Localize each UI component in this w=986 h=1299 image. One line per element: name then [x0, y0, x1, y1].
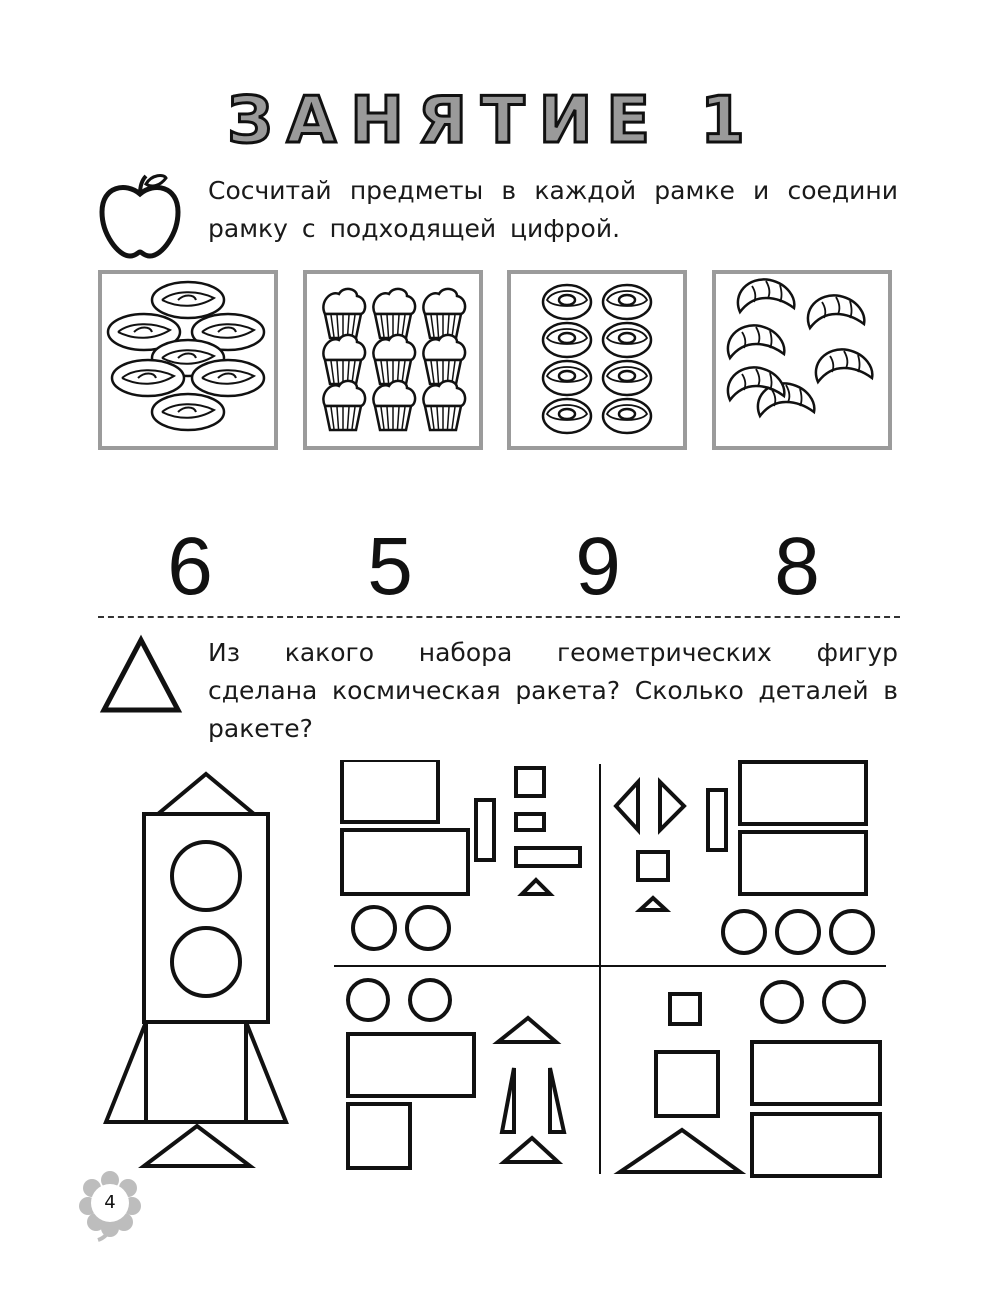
- cupcake-item: [323, 335, 365, 384]
- cupcake-item: [373, 289, 415, 338]
- digit-option-1[interactable]: 6: [167, 521, 213, 612]
- cookies-picture: [102, 274, 274, 446]
- croissant-item: [816, 349, 872, 382]
- donut-item: [603, 323, 651, 357]
- shape-set-d[interactable]: [620, 982, 880, 1176]
- donut-item: [543, 285, 591, 319]
- page-number: 4: [104, 1192, 116, 1213]
- digit-option-2[interactable]: 5: [367, 521, 413, 612]
- croissants-picture: [716, 274, 888, 446]
- triangle-icon: [98, 634, 184, 716]
- shape-sets: [330, 760, 890, 1180]
- page-title: ЗАНЯТИЕ 1: [227, 84, 759, 158]
- shape-set-a[interactable]: [342, 760, 580, 949]
- frame-cupcakes[interactable]: [303, 270, 483, 450]
- apple-icon: [96, 172, 184, 260]
- donut-item: [603, 361, 651, 395]
- cupcake-item: [423, 289, 465, 338]
- frame-cookies[interactable]: [98, 270, 278, 450]
- shape-set-c[interactable]: [348, 980, 564, 1168]
- donut-item: [543, 399, 591, 433]
- rocket-picture: [96, 768, 316, 1176]
- task1-instruction: Сосчитай предметы в каждой рамке и соедини рамку с подходящей цифрой.: [208, 176, 898, 243]
- cookie-item: [152, 394, 224, 430]
- digit-option-4[interactable]: 8: [774, 521, 820, 612]
- donuts-picture: [511, 274, 683, 446]
- task2-instruction: Из какого набора геометрических фигур сделана космическая ракета? Сколько деталей в ракете?: [208, 638, 898, 743]
- cupcake-item: [373, 381, 415, 430]
- digit-option-3[interactable]: 9: [575, 521, 621, 612]
- donut-item: [603, 285, 651, 319]
- donut-item: [543, 323, 591, 357]
- shape-set-b[interactable]: [616, 762, 873, 953]
- cookie-item: [152, 282, 224, 318]
- croissant-item: [738, 279, 794, 312]
- cookie-item: [192, 360, 264, 396]
- donut-item: [543, 361, 591, 395]
- cupcake-item: [323, 381, 365, 430]
- frame-donuts[interactable]: [507, 270, 687, 450]
- cookie-item: [112, 360, 184, 396]
- croissant-item: [808, 295, 864, 328]
- cupcake-item: [323, 289, 365, 338]
- cupcake-item: [423, 381, 465, 430]
- donut-item: [603, 399, 651, 433]
- cupcake-item: [373, 335, 415, 384]
- cupcakes-picture: [307, 274, 479, 446]
- frame-croissants[interactable]: [712, 270, 892, 450]
- section-divider: [98, 616, 900, 618]
- cupcake-item: [423, 335, 465, 384]
- croissant-item: [728, 325, 784, 358]
